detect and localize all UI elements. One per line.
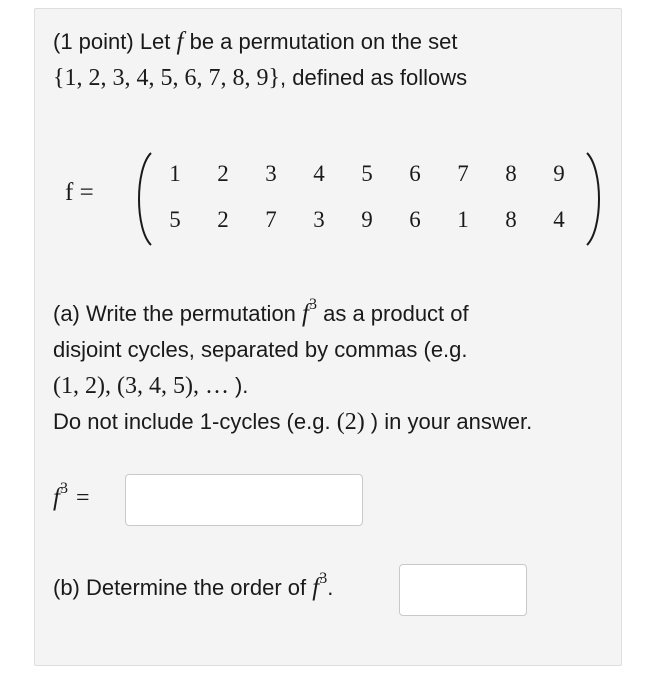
matrix-cell: 2 (217, 207, 229, 232)
matrix-cell: 9 (553, 161, 565, 186)
part-a-var: f (302, 300, 309, 327)
left-paren-icon (131, 151, 153, 247)
matrix-cell: 4 (553, 207, 565, 232)
matrix-cell: 7 (457, 161, 469, 186)
matrix-cell: 3 (313, 207, 325, 232)
part-a-line3 (53, 371, 248, 401)
answer-label-eq: = (75, 485, 90, 511)
matrix-cell: 8 (505, 207, 517, 232)
problem-set-line (53, 63, 467, 93)
part-b-prefix: (b) Determine the order of (53, 575, 313, 600)
example-cycles: (1, 2), (3, 4, 5), … (53, 373, 235, 399)
part-a-line4 (53, 407, 532, 437)
part-a-prefix: (a) Write the permutation (53, 301, 303, 326)
part-a-line4-suffix: ) in your answer. (364, 409, 533, 434)
matrix-cell: 5 (361, 161, 373, 186)
example-one-cycle: (2) (336, 409, 365, 435)
part-a-line3-suffix: ). (234, 373, 249, 398)
part-a-line4-prefix: Do not include 1-cycles (e.g. (53, 409, 337, 434)
matrix-cell: 8 (505, 161, 517, 186)
right-paren-icon (585, 151, 607, 247)
intro-var: f (176, 28, 184, 55)
matrix-cell: 3 (265, 161, 277, 186)
matrix-cell: 1 (169, 161, 181, 186)
answer-label-var: f (53, 484, 60, 511)
part-a-line1 (53, 296, 469, 332)
intro-prefix: (1 point) Let (53, 29, 177, 54)
part-a-exp: 3 (308, 296, 317, 313)
matrix-cell: 6 (409, 161, 421, 186)
matrix-cell: 6 (409, 207, 421, 232)
part-b-answer-input[interactable] (399, 564, 527, 616)
part-a-answer-input[interactable] (125, 474, 363, 526)
part-b-suffix: . (327, 575, 334, 600)
problem-card (34, 8, 622, 666)
permutation-matrix (65, 149, 605, 249)
part-a-suffix: as a product of (316, 301, 469, 326)
matrix-cell: 5 (169, 207, 181, 232)
set-text: {1, 2, 3, 4, 5, 6, 7, 8, 9} (53, 65, 281, 91)
matrix-cell: 2 (217, 161, 229, 186)
set-suffix: , defined as follows (280, 65, 468, 90)
intro-suffix: be a permutation on the set (183, 29, 458, 54)
matrix-cell: 7 (265, 207, 277, 232)
matrix-label: f = (65, 179, 94, 206)
matrix-cell: 1 (457, 207, 469, 232)
part-b-var: f (312, 574, 320, 601)
matrix-bottom-row (151, 207, 583, 233)
answer-label-exp: 3 (59, 480, 68, 497)
matrix-top-row (151, 161, 583, 187)
matrix-cell: 9 (361, 207, 373, 232)
part-b-exp: 3 (319, 570, 328, 587)
problem-intro-line (53, 27, 457, 57)
part-a-answer-label (53, 480, 90, 516)
matrix-cell: 4 (313, 161, 325, 186)
part-b-line (53, 570, 334, 606)
part-a-line2: disjoint cycles, separated by commas (e.g. (53, 337, 468, 362)
